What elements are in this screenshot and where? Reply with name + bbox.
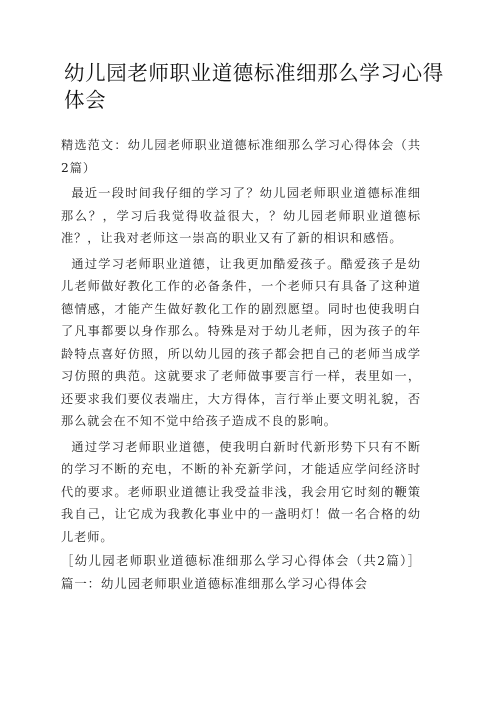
- document-body: [61, 134, 421, 595]
- paragraph-1: 最近一段时间我仔细的学习了？幼儿园老师职业道德标准细那么？，学习后我觉得收益很大，？幼儿园老师职业道德标准？，让我对老师这一崇高的职业又有了新的相识和感悟。: [61, 186, 421, 245]
- paragraph-3: 通过学习老师职业道德，使我明白新时代新形势下只有不断的学习不断的充电，不断的补充新学问，才能适应学问经济时代的要求。老师职业道德让我受益非浅，我会用它时刻的鞭策我自己，让它成为我教化事业中的一盏明灯！做一名合格的幼儿老师。: [61, 439, 421, 544]
- intro-line: 精选范文：幼儿园老师职业道德标准细那么学习心得体会（共2篇）: [61, 138, 421, 175]
- paragraph-2: 通过学习老师职业道德，让我更加酷爱孩子。酷爱孩子是幼儿老师做好教化工作的必备条件，一个老师只有具备了这种道德情感，才能产生做好教化工作的剧烈愿望。同时也使我明白了凡事都要以身作那么。特殊是对于幼儿老师，因为孩子的年龄特点喜好仿照，所以幼儿园的孩子都会把自己的老师当成学习仿照的典范。这就要求了老师做事要言行一样，表里如一，还要求我们要仪表端庄，大方得体，言行举止要文明礼貌，否那么就会在不知不觉中给孩子造成不良的影响。: [61, 256, 421, 428]
- document-title: 幼儿园老师职业道德标准细那么学习心得体会: [64, 61, 444, 112]
- reference-line: ［幼儿园老师职业道德标准细那么学习心得体会（共2篇）］篇一：幼儿园老师职业道德标准细那么学习心得体会: [61, 553, 421, 591]
